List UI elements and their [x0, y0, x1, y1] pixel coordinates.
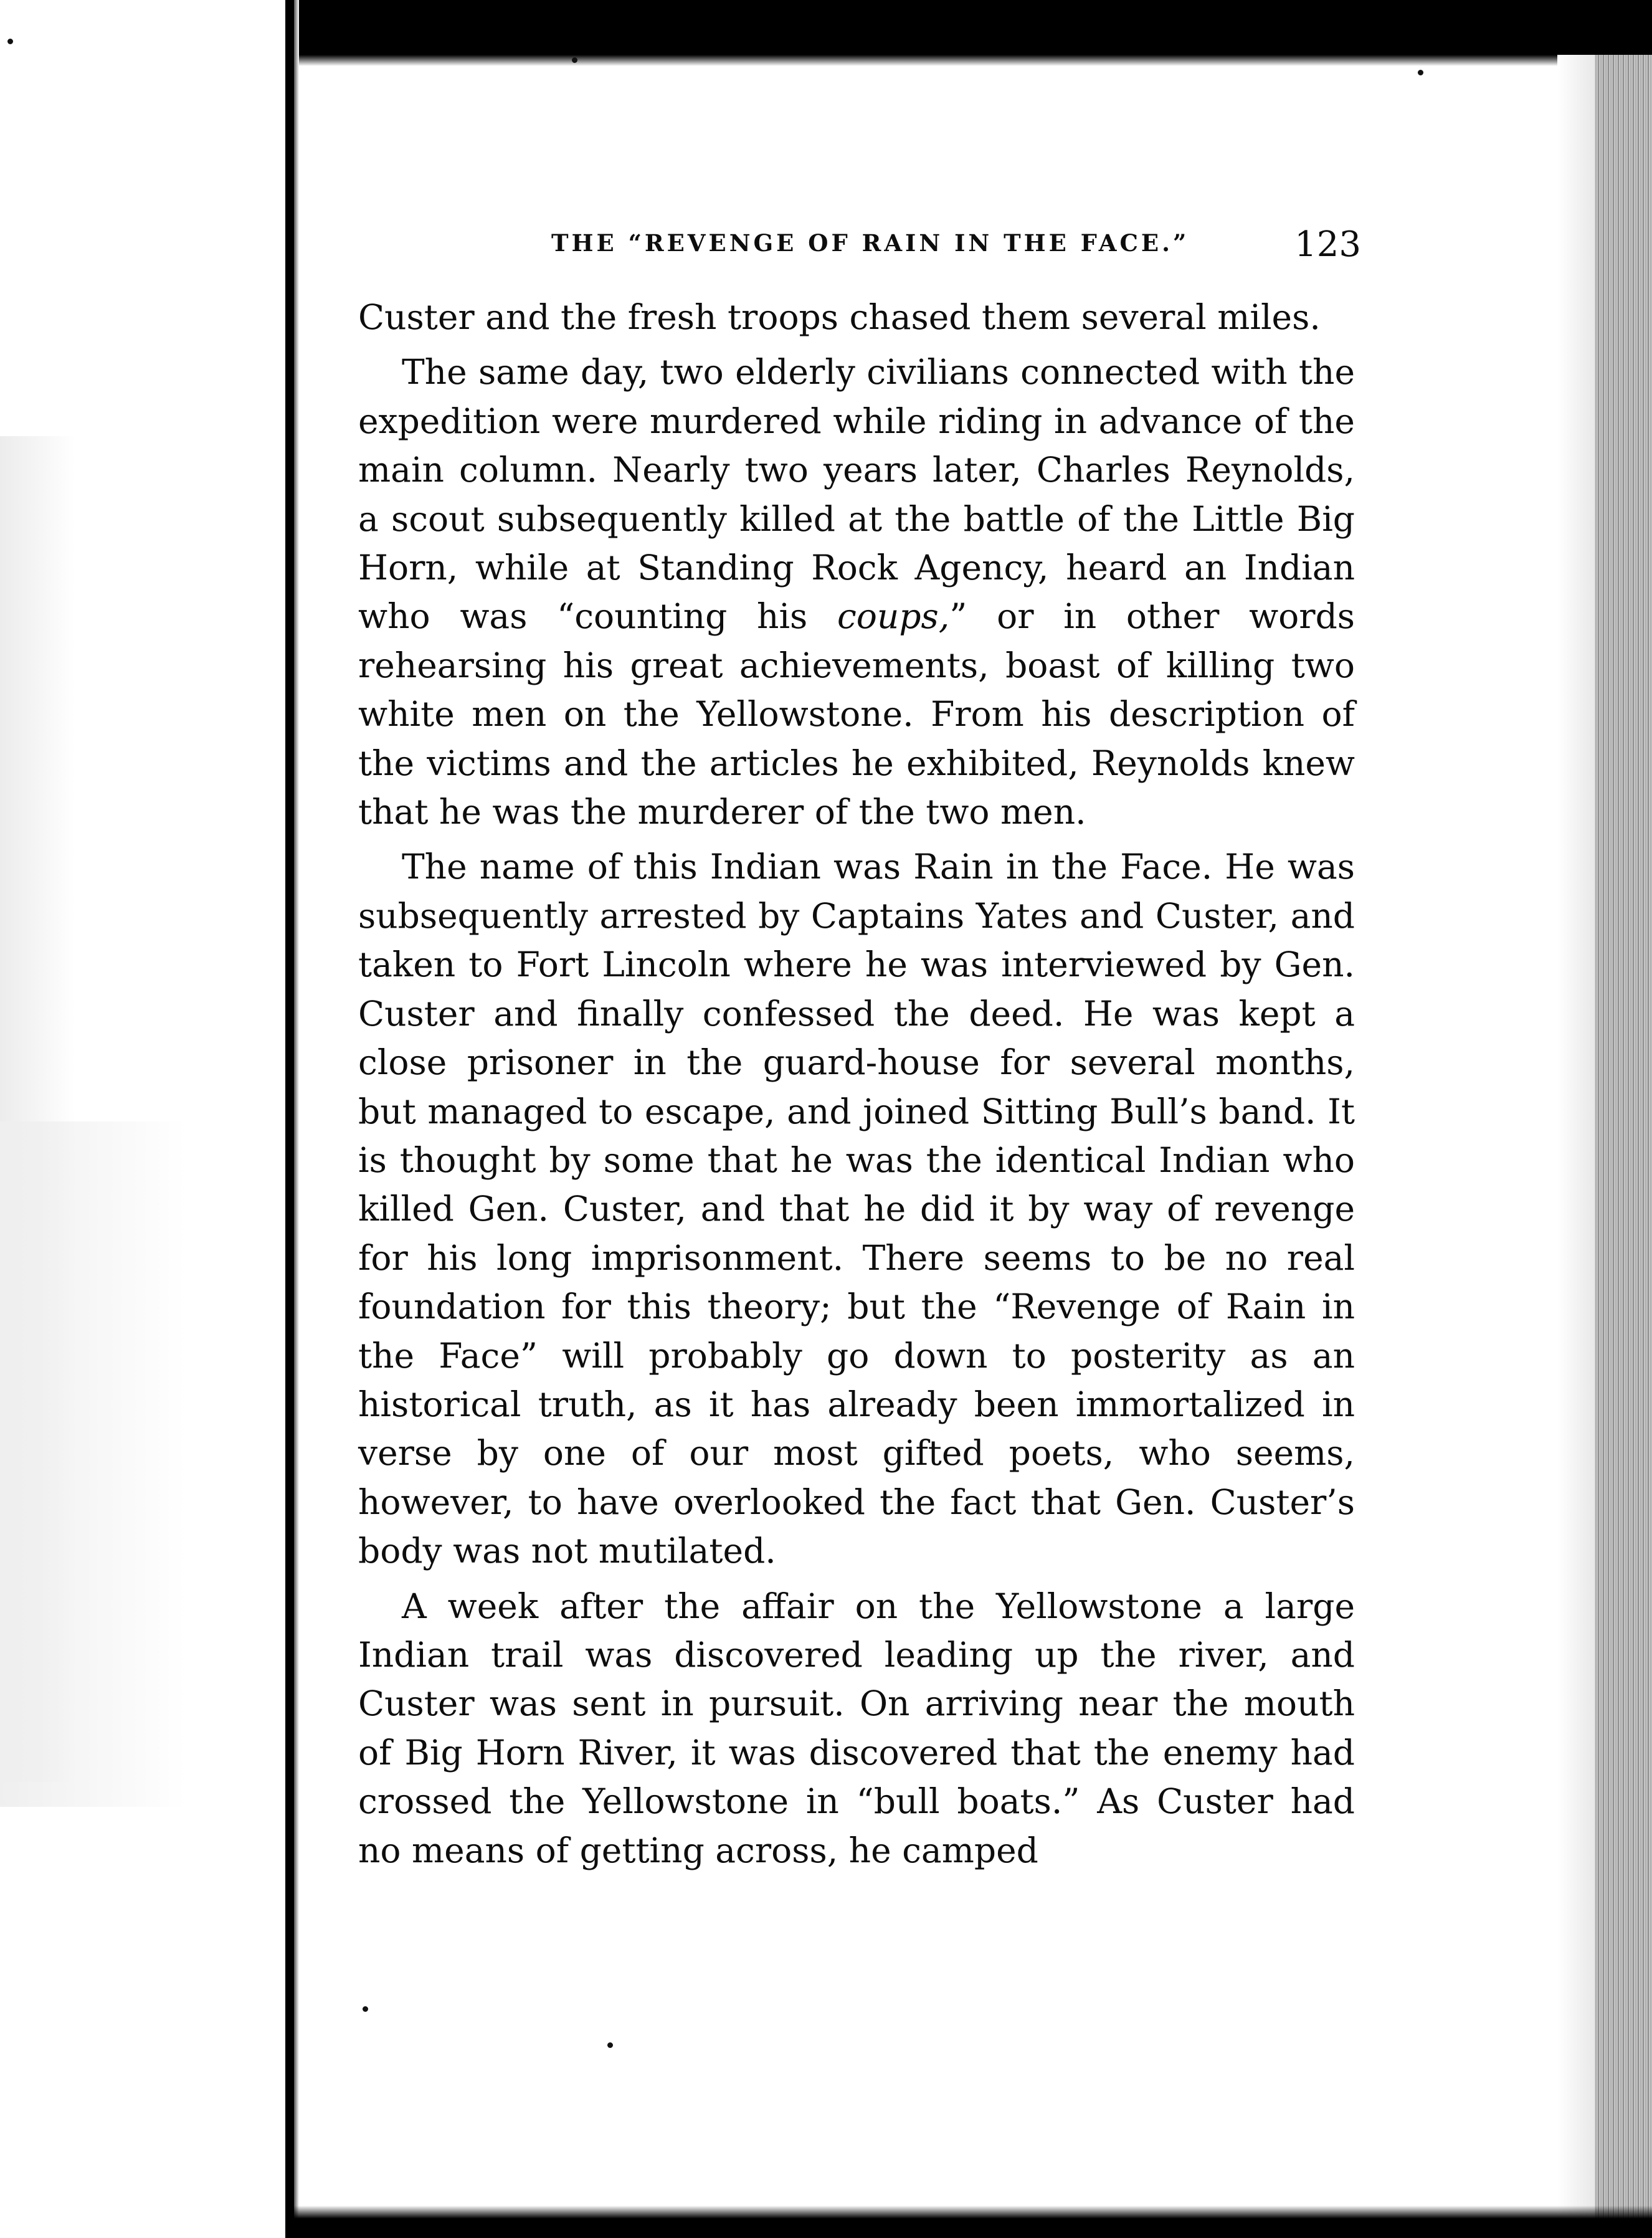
- page-fore-edge: [1595, 55, 1652, 2238]
- book-gutter-shadow: [294, 0, 299, 2238]
- fore-edge-shading: [1557, 55, 1595, 2238]
- running-head: [358, 224, 1361, 293]
- scan-speck: [7, 39, 13, 44]
- scan-top-border: [293, 0, 1652, 55]
- paragraph: A week after the affair on the Yellowstone a large Indian trail was discovered leading up the river, and Custer was sent in pursuit. On arriving near the mouth of Big Horn River, it was discovered that the enemy had crossed the Yellowstone in “bull boats.” As Custer had no means of getting across, he camped: [358, 1586, 1355, 1870]
- scan-top-border-fade: [293, 55, 1652, 66]
- book-gutter: [285, 0, 294, 2238]
- scan-speck: [363, 2006, 368, 2012]
- paragraph: Custer and the fresh troops chased them several miles.: [358, 297, 1321, 337]
- book-page: [358, 224, 1361, 1875]
- italic-word: coups,: [837, 596, 950, 637]
- page-number: 123: [1294, 224, 1361, 265]
- scan-speck: [572, 57, 577, 63]
- body-text: [358, 293, 1355, 1875]
- scan-speck: [607, 2042, 613, 2048]
- facing-page-shading-lower: [0, 1121, 187, 1807]
- paragraph: The name of this Indian was Rain in the Face. He was subsequently arrested by Captains Yates and Custer, and taken to Fort Lincoln where he was interviewed by Gen. Custer and finally confessed the deed. He was kept a close prisoner in the guard-house for several months, but managed to escape, and joined Sitting Bull’s band. It is thought by some that he was the identical Indian who killed Gen. Custer, and that he did it by way of revenge for his long imprisonment. There seems to be no real foundation for this theory; but the “Revenge of Rain in the Face” will probably go down to posterity as an historical truth, as it has already been immortalized in verse by one of our most gifted poets, who seems, however, to have overlooked the fact that Gen. Custer’s body was not mutilated.: [358, 847, 1355, 1571]
- running-head-title: THE “REVENGE OF RAIN IN THE FACE.”: [551, 229, 1190, 257]
- scan-speck: [1418, 70, 1423, 75]
- scan-bottom-border: [293, 2206, 1652, 2238]
- paragraph: The same day, two elderly civilians connected with the expedition were murdered while riding in advance of the main column. Nearly two years later, Charles Reynolds, a scout subsequently killed at the battle of the Little Big Horn, while at Standing Rock Agency, heard an Indian who was “counting his coups,” or in other words rehearsing his great achievements, boast of killing two white men on the Yellowstone. From his description of the victims and the articles he exhibited, Reynolds knew that he was the murderer of the two men.: [358, 352, 1355, 832]
